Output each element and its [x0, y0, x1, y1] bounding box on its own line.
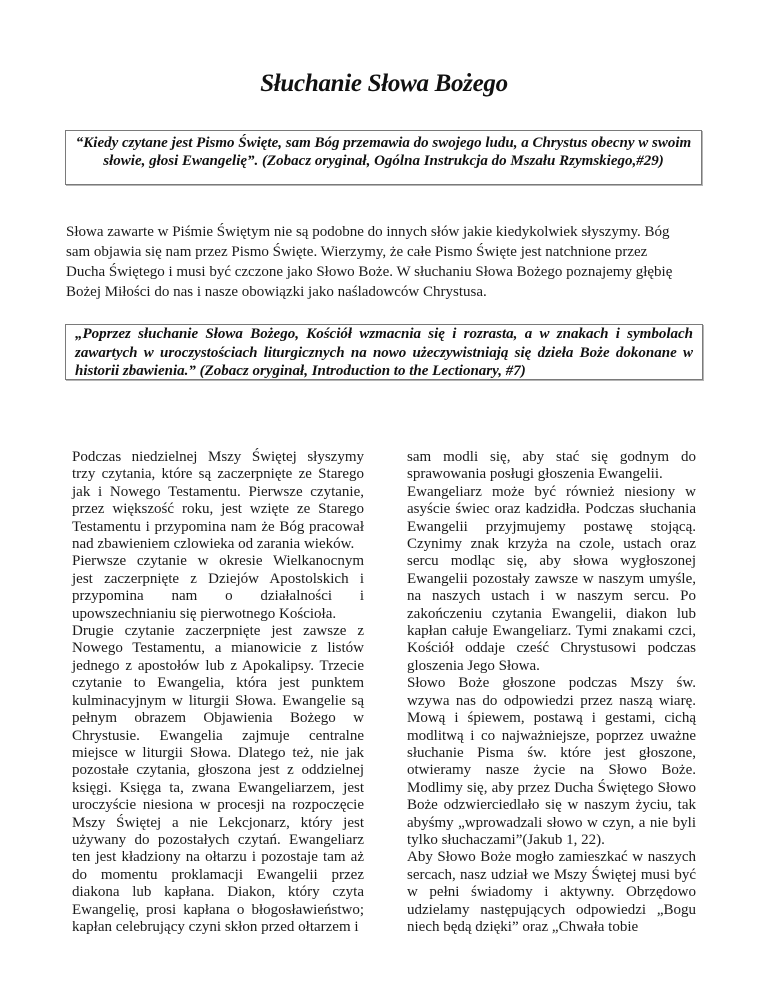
- text-line: gloszenia Jego Słowa.: [407, 657, 540, 674]
- text-line: Pierwsze czytanie w okresie Wielkanocnym: [72, 553, 364, 570]
- text-line: pozostałe czytania, głoszona jest z oddzielnej: [72, 762, 364, 779]
- text-line: sam objawia się nam przez Pismo Święte. Wierzymy, że całe Pismo Święte jest natchnione przez: [66, 244, 648, 260]
- text-line: kapłan celebrujący czyni skłon przed ołtarzem i: [72, 918, 359, 935]
- text-line: Słowo Boże głoszone podczas Mszy św.: [407, 675, 696, 692]
- text-line: Ewangelii przyjmujemy postawę stojącą.: [407, 518, 696, 535]
- text-line: na naszych ustach i w naszym sercu. Po: [407, 588, 696, 605]
- text-line: Mszy Świętej a nie Lekcjonarz, który jest: [72, 814, 364, 831]
- text-line: Testamentu i przypomina nam że Bóg pracował: [72, 518, 364, 535]
- text-line: Ewangelię, prosi kapłana o błogosławieństwo;: [72, 901, 364, 918]
- text-line: jednego z apostołów lub z Apokalipsy. Trzecie: [72, 657, 364, 674]
- text-line: jak i Nowego Testamentu. Pierwsze czytanie,: [72, 483, 364, 500]
- text-line: sercach, nasz udział we Mszy Świętej musi być: [407, 866, 696, 883]
- text-line: jest zaczerpnięte z Dziejów Apostolskich i: [72, 570, 364, 587]
- text-line: sam modli się, aby stać się godnym do: [407, 449, 696, 465]
- quote-line: historii zbawienia.” (Zobacz oryginał, Introduction to the Lectionary, #7): [75, 363, 526, 379]
- intro-paragraph: [66, 222, 706, 302]
- text-line: Kościół oddaje cześć Chrystusowi podczas: [407, 640, 696, 657]
- text-line: księgi. Księga ta, zwana Ewangeliarzem, jest: [72, 779, 364, 796]
- body-column-right: [407, 449, 696, 936]
- text-line: Modlimy się, aby przez Ducha Świętego Słowo: [407, 779, 696, 796]
- text-line: Drugie czytanie zaczerpnięte jest zawsze z: [72, 623, 364, 640]
- text-line: przypomina nam o działalności i: [72, 588, 364, 605]
- text-line: abyśmy „wprowadzali słowo w czyn, a nie byli: [407, 814, 696, 831]
- text-line: wzywa nas do odpowiedzi przez naszą wiarę.: [407, 692, 696, 709]
- text-line: Ewangelii pozostały zawsze w naszym umyśle,: [407, 570, 696, 587]
- text-line: Podczas niedzielnej Mszy Świętej słyszymy: [72, 449, 364, 465]
- text-line: kapłan całuje Ewangeliarz. Tymi znakami czci,: [407, 623, 696, 640]
- text-line: miejsce w liturgii Słowa. Dlatego też, nie jak: [72, 744, 364, 761]
- text-line: Boże odzwierciedlało się w naszym życiu, tak: [407, 797, 696, 814]
- text-line: sprawowania posługi głoszenia Ewangelii.: [407, 466, 663, 483]
- text-line: Nowego Testamentu, a mianowicie z listów: [72, 640, 364, 657]
- quote-line: “Kiedy czytane jest Pismo Święte, sam Bóg przemawia do swojego ludu, a Chrystus obecny w swoim: [75, 135, 692, 151]
- text-line: Chrystusie. Ewangelia zajmuje centralne: [72, 727, 364, 744]
- text-line: używany do pozostałych czytań. Ewangeliarz: [72, 831, 364, 848]
- page-title: Słuchanie Słowa Bożego: [260, 70, 508, 97]
- text-line: tylko słuchaczami”(Jakub 1, 22).: [407, 831, 605, 848]
- text-line: Ewangeliarz może być również niesiony w: [407, 483, 696, 500]
- body-column-left: [72, 449, 364, 936]
- text-line: modlitwą i co najważniejsze, poprzez uważne: [407, 727, 696, 744]
- text-line: asyście świec oraz kadzidła. Podczas słuchania: [407, 501, 696, 518]
- text-line: sercu modląc się, aby słowa wygłoszonej: [407, 553, 696, 570]
- text-line: Słowa zawarte w Piśmie Świętym nie są podobne do innych słów jakie kiedykolwiek słyszymy. Bóg: [66, 224, 670, 240]
- text-line: Bożej Miłości do nas i nasze obowiązki jako naśladowców Chrystusa.: [66, 284, 487, 300]
- text-line: kulminacyjnym w liturgii Słowa. Ewangelie są: [72, 692, 364, 709]
- quote-line: zawartych w uroczystościach liturgicznych na nowo użeczywistniają się dzieła Boże dokonane w: [75, 344, 693, 361]
- text-line: udzielamy następujących odpowiedzi „Bogu: [407, 901, 696, 918]
- text-line: Czynimy znak krzyża na czole, ustach oraz: [407, 536, 696, 553]
- text-line: w pełni świadomy i aktywny. Obrzędowo: [407, 884, 696, 901]
- text-line: trzy czytania, które są zaczerpnięte ze Starego: [72, 466, 364, 483]
- quote-box-girm: [65, 130, 702, 185]
- text-line: diakona lub kapłana. Diakon, który czyta: [72, 884, 364, 901]
- text-line: uroczyście niesiona w procesji na rozpoczęcie: [72, 797, 364, 814]
- quote-line: „Poprzez słuchanie Słowa Bożego, Kościół wzmacnia się i rozrasta, a w znakach i symbolach: [75, 326, 693, 342]
- text-line: do momentu proklamacji Ewangelii przez: [72, 866, 364, 883]
- text-line: Aby Słowo Boże mogło zamieszkać w naszych: [407, 849, 696, 866]
- text-line: niech będą dzięki” oraz „Chwała tobie: [407, 918, 639, 935]
- text-line: upowszechnianiu się pierwotnego Kościoła.: [72, 605, 337, 622]
- text-line: przez większość roku, jest wzięte ze Starego: [72, 501, 364, 518]
- text-line: Ducha Świętego i musi być czczone jako Słowo Boże. W słuchaniu Słowa Bożego poznajemy głębię: [66, 264, 673, 280]
- text-line: Mową i śpiewem, postawą i gestami, cichą: [407, 710, 696, 727]
- text-line: zakończeniu czytania Ewangelii, diakon lub: [407, 605, 696, 622]
- text-line: pełnym obrazem Objawienia Bożego w: [72, 710, 364, 727]
- text-line: nad zbawieniem czlowieka od zarania wieków.: [72, 536, 355, 553]
- text-line: otwieramy nasze życie na Słowo Boże.: [407, 762, 696, 779]
- quote-line: słowie, głosi Ewangelię”. (Zobacz oryginał, Ogólna Instrukcja do Mszału Rzymskiego,#29): [103, 153, 664, 169]
- text-line: słuchanie Pisma św. które jest głoszone,: [407, 744, 696, 761]
- text-line: ten jest kładziony na ołtarzu i pozostaje tam aż: [72, 849, 364, 866]
- text-line: czytanie to Ewangelia, która jest punktem: [72, 675, 364, 692]
- quote-box-lectionary: [65, 324, 703, 380]
